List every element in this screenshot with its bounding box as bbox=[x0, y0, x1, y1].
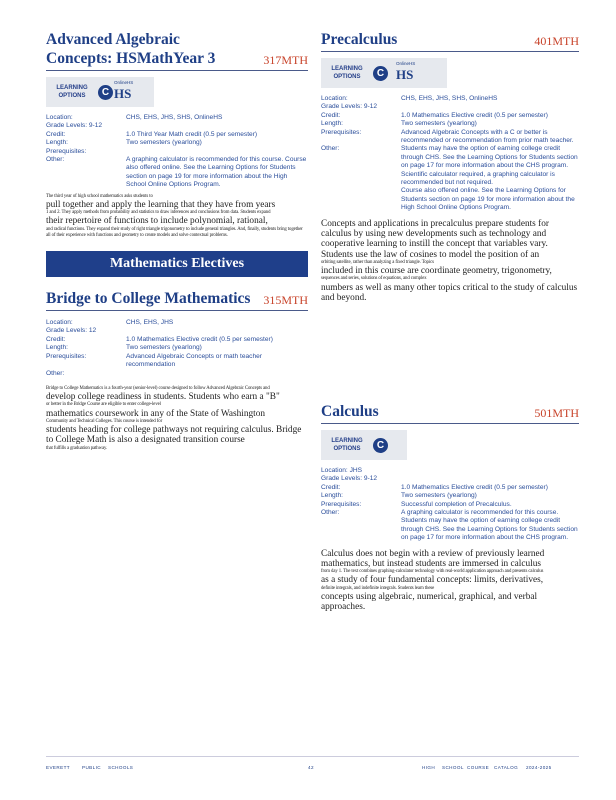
learning-options-box bbox=[46, 77, 154, 107]
course-header bbox=[46, 30, 308, 71]
course-details: Location: CHS, EHS, JHS, SHS, OnlineHS Grade Levels: 9-12 Credit: 1.0 Mathematics Elective credit (0.5 per semester) Length: Two semesters (yearlong) Prerequisites: Advanced Algebraic Concepts with a C or better is recommended or recommendation from prior math teacher. Other: Students may have the option of earning college credit through CHS. See the Learning Options for Students section on page 17 for more information about the CHS program. Scientific calculator required, a graphing calculator is recommended but not required. Course also offered online. See the Learning Options for Students section on page 19 for more information about the High School Online Options Program. bbox=[321, 95, 578, 212]
course-description: Concepts and applications in precalculus prepare students for calculus by using new developments such as technology and cooperative learning to instill the concept that variables vary. Students use the law of cosines to model the position of an orbiting satellite, rather than analyzing a fixed triangle. Topics included in this course are coordinate geometry, trigonometry, sequences and series, solutions of equations, and complex numbers as well as many other topics critical to the study of calculus and beyond. bbox=[321, 218, 578, 303]
course-title: Precalculus bbox=[321, 31, 398, 48]
course-title: Bridge to College Mathematics bbox=[46, 290, 251, 308]
left-column bbox=[46, 30, 308, 452]
course-description: The third year of high school mathematics asks students to pull together and apply the learning that they have from years 1 and 2. They apply methods from probability and statistics to draw inferences and conclusions from data. Students expand their repertoire of functions to include polynomial, rational, and radical functions. They expand their study of right triangle trigonometry to include general triangles. And, finally, students bring together all of their experience with functions and geometry to create models and solve contextual problems. bbox=[46, 193, 303, 238]
course-code: 401MTH bbox=[534, 34, 579, 48]
section-banner: Mathematics Electives bbox=[46, 251, 308, 277]
course-details: Location: JHS Grade Levels: 9-12 Credit: 1.0 Mathematics Elective credit (0.5 per semester) Length: Two semesters (yearlong) Prerequisites: Successful completion of Precalculus. Other: A graphing calculator is recommended for this course. Students may have the option of earning college credit through CHS. See the Learning Options for Students section on page 17 for more information about the CHS program. bbox=[321, 467, 578, 542]
right-column bbox=[321, 30, 579, 613]
course-description: Calculus does not begin with a review of previously learned mathematics, but instead students are immersed in calculus from day 1. The text combines graphing-calculator technology with real-world application approach and presents calculus as a study of four fundamental concepts: limits, derivatives, definite integrals, and indefinite integrals. Students learn these concepts using algebraic, numerical, graphical, and verbal approaches. bbox=[321, 548, 545, 613]
course-header bbox=[321, 30, 579, 52]
chs-logo-icon: C bbox=[98, 85, 113, 100]
page-number: 42 bbox=[308, 765, 314, 770]
course-code: 317MTH bbox=[263, 53, 308, 67]
footer-divider bbox=[46, 756, 579, 757]
course-advanced-algebraic-concepts bbox=[46, 30, 308, 239]
chs-logo-icon: C bbox=[373, 66, 388, 81]
learning-options-label: LEARNING OPTIONS bbox=[331, 438, 363, 452]
chs-logo-icon: C bbox=[373, 438, 388, 453]
online-hs-logo-icon: OnlineHS HS bbox=[396, 61, 416, 82]
course-bridge-to-college-mathematics bbox=[46, 289, 308, 452]
course-title: Advanced Algebraic Concepts: HSMathYear 3 bbox=[46, 31, 216, 67]
learning-options-label: LEARNING OPTIONS bbox=[331, 66, 363, 80]
learning-options-box bbox=[321, 58, 447, 88]
course-code: 501MTH bbox=[534, 406, 579, 420]
course-header bbox=[46, 289, 308, 311]
course-calculus bbox=[321, 402, 579, 613]
learning-options-label: LEARNING OPTIONS bbox=[56, 85, 88, 99]
course-code: 315MTH bbox=[263, 293, 308, 308]
learning-options-box bbox=[321, 430, 407, 460]
course-details: Location: CHS, EHS, JHS, SHS, OnlineHS Grade Levels: 9-12 Credit: 1.0 Third Year Math credit (0.5 per semester) Length: Two semesters (yearlong) Prerequisites: Other: A graphing calculator is recommended for this course. Course also offered online. See the Learning Options for Students section on page 19 for more information about the High School Online Options Program. bbox=[46, 114, 307, 189]
online-hs-logo-icon: C OnlineHS HS bbox=[98, 81, 133, 103]
course-details: Location: CHS, EHS, JHS Grade Levels: 12 Credit: 1.0 Mathematics Elective credit (0.5 per semester) Length: Two semesters (yearlong) Prerequisites: Advanced Algebraic Concepts or math teacher recommendation Other: bbox=[46, 319, 273, 377]
course-description: Bridge to College Mathematics is a fourth-year (senior-level) course designed to follow Advanced Algebraic Concepts and develop college readiness in students. Students who earn a "B" or better in the Bridge Course are eligible to enter college-level mathematics coursework in any of the State of Washington Community and Technical Colleges. This course is intended for students heading for college pathways not requiring calculus. Bridge to College Math is also a designated transition course that fulfills a graduation pathway. bbox=[46, 385, 302, 451]
course-precalculus bbox=[321, 30, 579, 303]
course-title: Calculus bbox=[321, 403, 379, 420]
course-header bbox=[321, 402, 579, 424]
